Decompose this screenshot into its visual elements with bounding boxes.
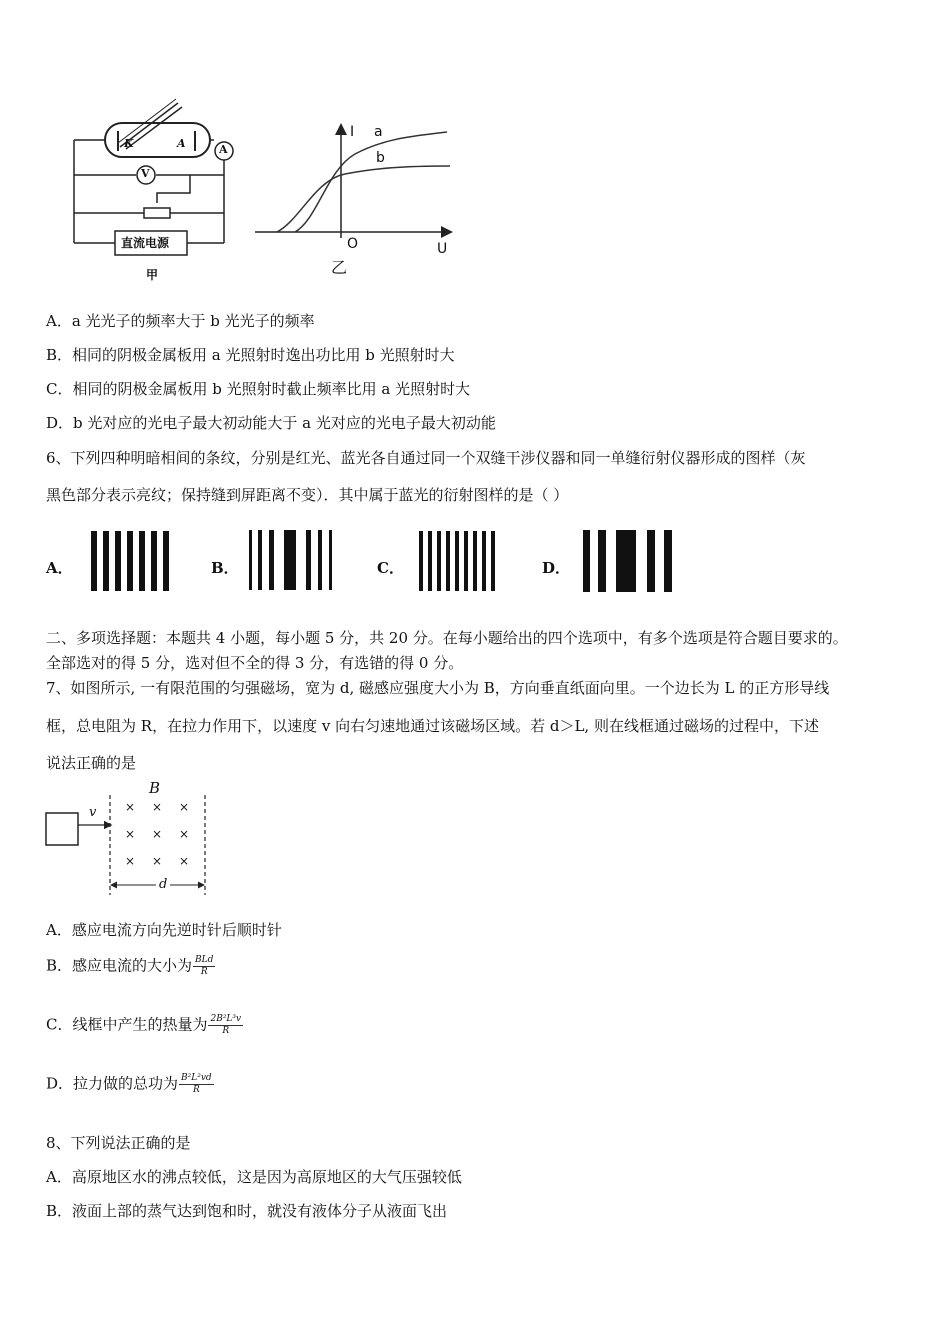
q7-stem-line3: 说法正确的是 <box>46 754 137 772</box>
ammeter-icon: A <box>219 143 228 156</box>
fraction: $\frac{\text{2B²L³v}}{R}$ <box>210 1014 242 1036</box>
section2-heading-line2: 全部选对的得 5 分，选对但不全的得 3 分，有选错的得 0 分。 <box>46 654 464 672</box>
q5-option-b: B．相同的阴极金属板用 a 光照射时逸出功比用 b 光照射时大 <box>46 346 455 364</box>
iu-graph <box>255 120 455 240</box>
field-b-label: B <box>149 779 161 797</box>
q5-option-c: C．相同的阴极金属板用 b 光照射时截止频率比用 a 光照射时大 <box>46 380 471 398</box>
curve-a <box>295 132 447 232</box>
power-source-label: 直流电源 <box>121 236 170 250</box>
curve-b <box>277 166 450 232</box>
q6-label-a: A． <box>46 559 73 577</box>
fringe-pattern-a <box>91 531 171 591</box>
q7-option-d-text: D．拉力做的总功为 <box>46 1074 179 1093</box>
fringe-pattern-b <box>249 530 339 590</box>
field-cross: × <box>152 827 163 841</box>
velocity-label: v <box>89 805 97 820</box>
fringe-pattern-d <box>583 530 678 592</box>
q7-option-b-text: B．感应电流的大小为 <box>46 956 193 975</box>
q7-option-d <box>46 1073 214 1096</box>
q7-stem-line2: 框，总电阻为 R，在拉力作用下，以速度 v 向右匀速地通过该磁场区域。若 d＞L, 则在线框通过磁场的过程中，下述 <box>46 717 819 735</box>
q7-stem-line1: 7、如图所示, 一有限范围的匀强磁场，宽为 d, 磁感应强度大小为 B，方向垂直纸面向里。一个边长为 L 的正方形导线 <box>46 679 830 697</box>
q7-option-a: A．感应电流方向先逆时针后顺时针 <box>46 921 282 939</box>
width-d-label: d <box>156 877 170 892</box>
q6-label-d: D． <box>542 559 571 577</box>
field-cross: × <box>152 854 163 868</box>
graph-b-label: b <box>376 150 385 166</box>
photoelectric-circuit-diagram <box>60 95 250 290</box>
graph-u-label: U <box>437 241 448 257</box>
q5-option-a: A．a 光光子的频率大于 b 光光子的频率 <box>46 312 315 330</box>
fringe-pattern-c <box>419 531 499 591</box>
q6-stem-line1: 6、下列四种明暗相间的条纹，分别是红光、蓝光各自通过同一个双缝干涉仪器和同一单缝衍射仪器形成的图样（灰 <box>46 449 806 467</box>
section2-heading-line1: 二、多项选择题：本题共 4 小题，每小题 5 分，共 20 分。在每小题给出的四个选项中，有多个选项是符合题目要求的。 <box>46 629 848 647</box>
q6-label-c: C． <box>377 559 404 577</box>
field-cross: × <box>179 854 190 868</box>
field-cross: × <box>125 800 136 814</box>
q6-label-b: B． <box>211 559 239 577</box>
q8-option-a: A．高原地区水的沸点较低，这是因为高原地区的大气压强较低 <box>46 1168 462 1186</box>
q8-stem: 8、下列说法正确的是 <box>46 1134 191 1152</box>
anode-label: A <box>177 137 186 150</box>
square-coil <box>46 813 78 845</box>
q7-option-b <box>46 955 215 978</box>
fraction: $\frac{\text{B²L²vd}}{R}$ <box>181 1073 212 1095</box>
graph-i-label: I <box>350 124 355 140</box>
field-cross: × <box>179 827 190 841</box>
voltmeter-icon: V <box>141 167 150 180</box>
q7-option-c-text: C．线框中产生的热量为 <box>46 1015 208 1034</box>
q7-option-c <box>46 1014 243 1037</box>
field-cross: × <box>179 800 190 814</box>
figure-caption-yi: 乙 <box>331 258 348 277</box>
graph-a-label: a <box>374 124 383 140</box>
cathode-label: K <box>124 137 134 150</box>
figure-caption-jia: 甲 <box>146 268 159 282</box>
field-cross: × <box>125 827 136 841</box>
graph-o-label: O <box>347 236 359 252</box>
field-cross: × <box>152 800 163 814</box>
q8-option-b: B．液面上部的蒸气达到饱和时，就没有液体分子从液面飞出 <box>46 1202 448 1220</box>
field-cross: × <box>125 854 136 868</box>
fraction: $\frac{\text{BLd}}{R}$ <box>195 955 214 977</box>
q5-option-d: D．b 光对应的光电子最大初动能大于 a 光对应的光电子最大初动能 <box>46 414 496 432</box>
q6-stem-line2: 黑色部分表示亮纹；保持缝到屏距离不变）．其中属于蓝光的衍射图样的是（ ） <box>46 486 569 504</box>
